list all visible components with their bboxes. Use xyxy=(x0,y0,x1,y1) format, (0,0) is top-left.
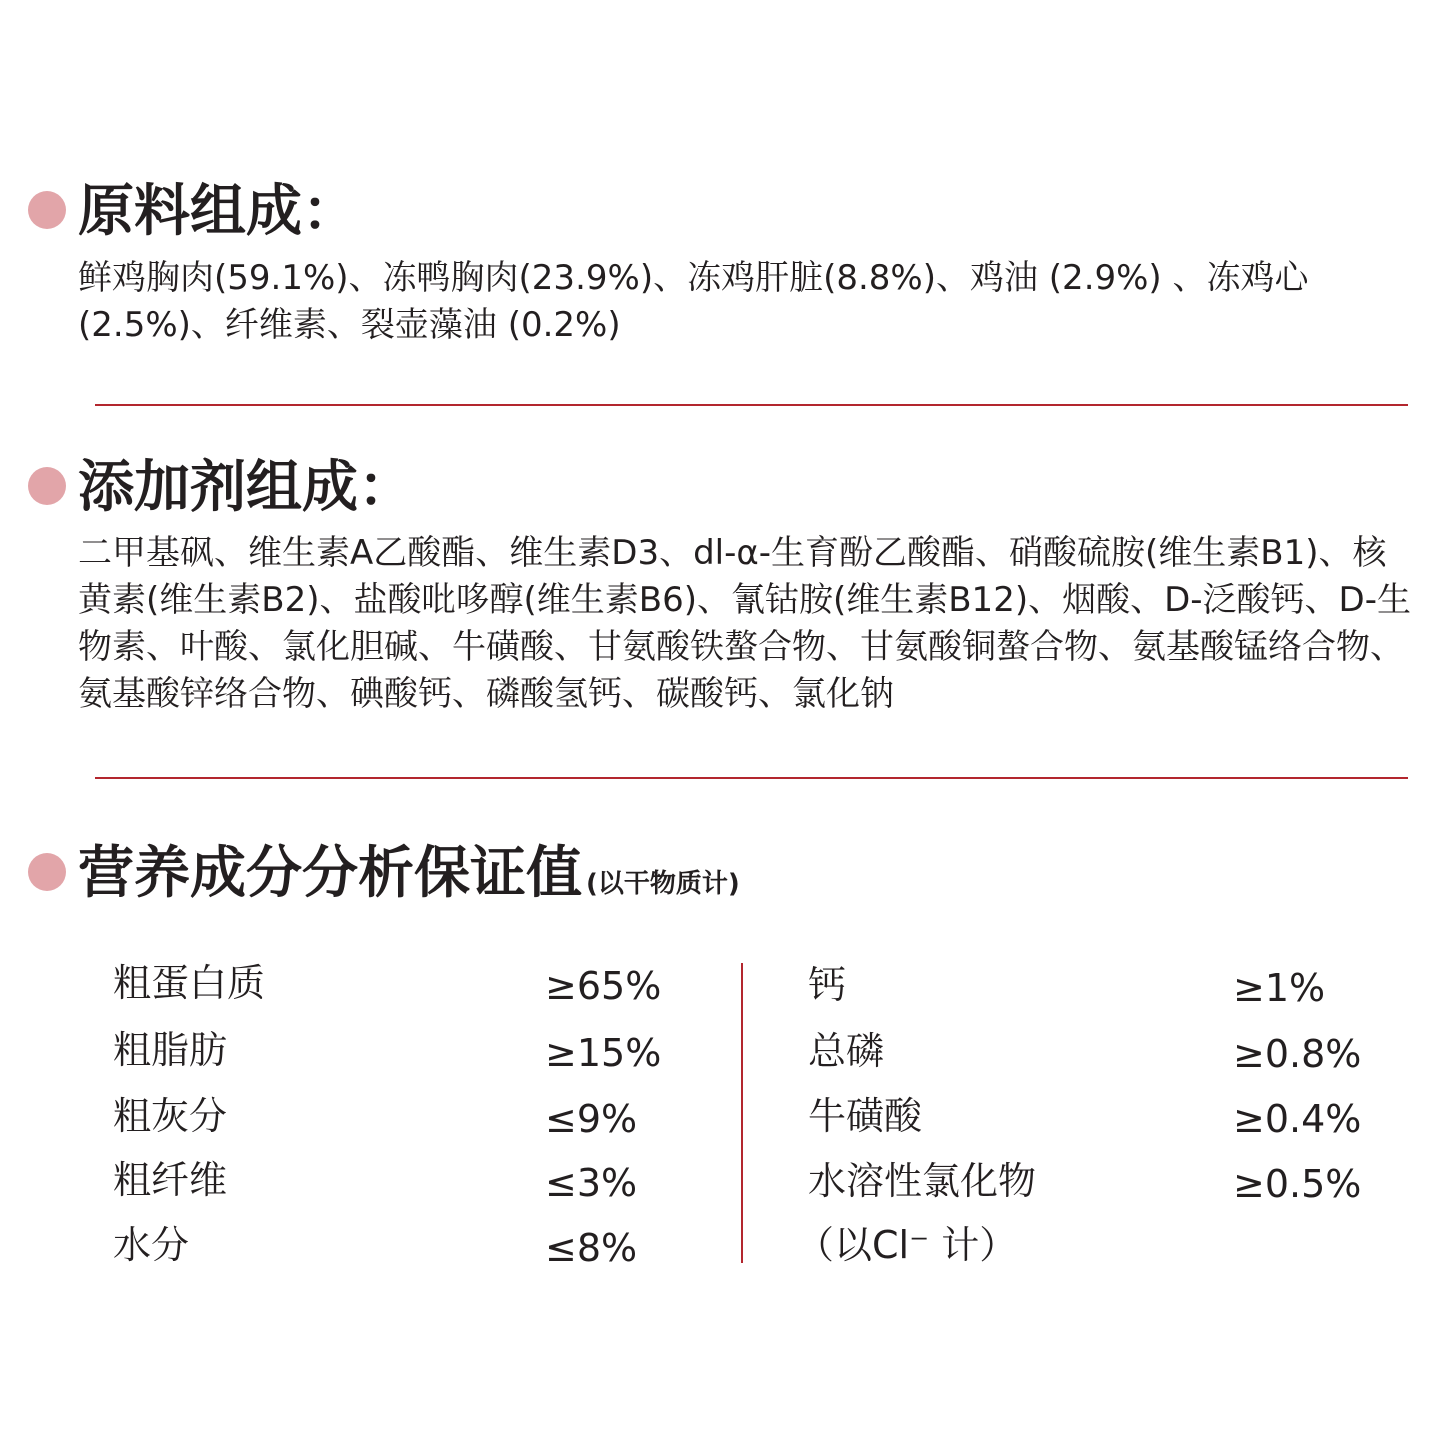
nutrition-value: ≥1% xyxy=(1233,966,1326,1010)
nutrition-value: ≥65% xyxy=(545,964,662,1008)
section-bullet-ingredients xyxy=(28,191,66,229)
nutrition-label: 粗纤维 xyxy=(113,1158,228,1202)
divider-1 xyxy=(95,404,1408,406)
additives-text: 二甲基砜、维生素A乙酸酯、维生素D3、dl-α-生育酚乙酸酯、硝酸硫胺(维生素B1)、核黄素(维生素B2)、盐酸吡哆醇(维生素B6)、氰钴胺(维生素B12)、烟酸、D-泛酸钙、D-生物素、叶酸、氯化胆碱、牛磺酸、甘氨酸铁螯合物、甘氨酸铜螯合物、氨基酸锰络合物、氨基酸锌络合物、碘酸钙、磷酸氢钙、碳酸钙、氯化钠 xyxy=(78,533,1411,714)
nutrition-label: 牛磺酸 xyxy=(808,1094,923,1138)
divider-2 xyxy=(95,777,1408,779)
ingredients-text: 鲜鸡胸肉(59.1%)、冻鸭胸肉(23.9%)、冻鸡肝脏(8.8%)、鸡油 (2.9%) 、冻鸡心(2.5%)、纤维素、裂壶藻油 (0.2%) xyxy=(78,258,1309,345)
column-divider xyxy=(741,963,743,1263)
ingredients-heading: 原料组成： xyxy=(78,179,358,244)
nutrition-label: 钙 xyxy=(808,963,847,1007)
nutrition-label: 总磷 xyxy=(808,1029,885,1073)
nutrition-title: 营养成分分析保证值 xyxy=(78,841,582,906)
nutrition-label: 粗蛋白质 xyxy=(113,961,266,1005)
nutrition-label: 水溶性氯化物 xyxy=(808,1159,1037,1203)
nutrition-label: 粗脂肪 xyxy=(113,1028,228,1072)
section-bullet-additives xyxy=(28,467,66,505)
nutrition-note: (以干物质计) xyxy=(586,869,740,899)
nutrition-value: ≥15% xyxy=(545,1031,662,1075)
nutrition-value: ≥0.4% xyxy=(1233,1097,1362,1141)
nutrition-label: 粗灰分 xyxy=(113,1094,228,1138)
nutrition-label: 水分 xyxy=(113,1223,190,1267)
nutrition-value: ≥0.8% xyxy=(1233,1032,1362,1076)
nutrition-value: ≤9% xyxy=(545,1097,638,1141)
nutrition-value: ≤8% xyxy=(545,1226,638,1270)
additives-heading: 添加剂组成： xyxy=(78,455,414,520)
section-bullet-nutrition xyxy=(28,853,66,891)
nutrition-heading xyxy=(78,842,740,916)
nutrition-value: ≥0.5% xyxy=(1233,1162,1362,1206)
nutrition-label: （以Cl⁻ 计） xyxy=(796,1223,1018,1267)
nutrition-value: ≤3% xyxy=(545,1161,638,1205)
